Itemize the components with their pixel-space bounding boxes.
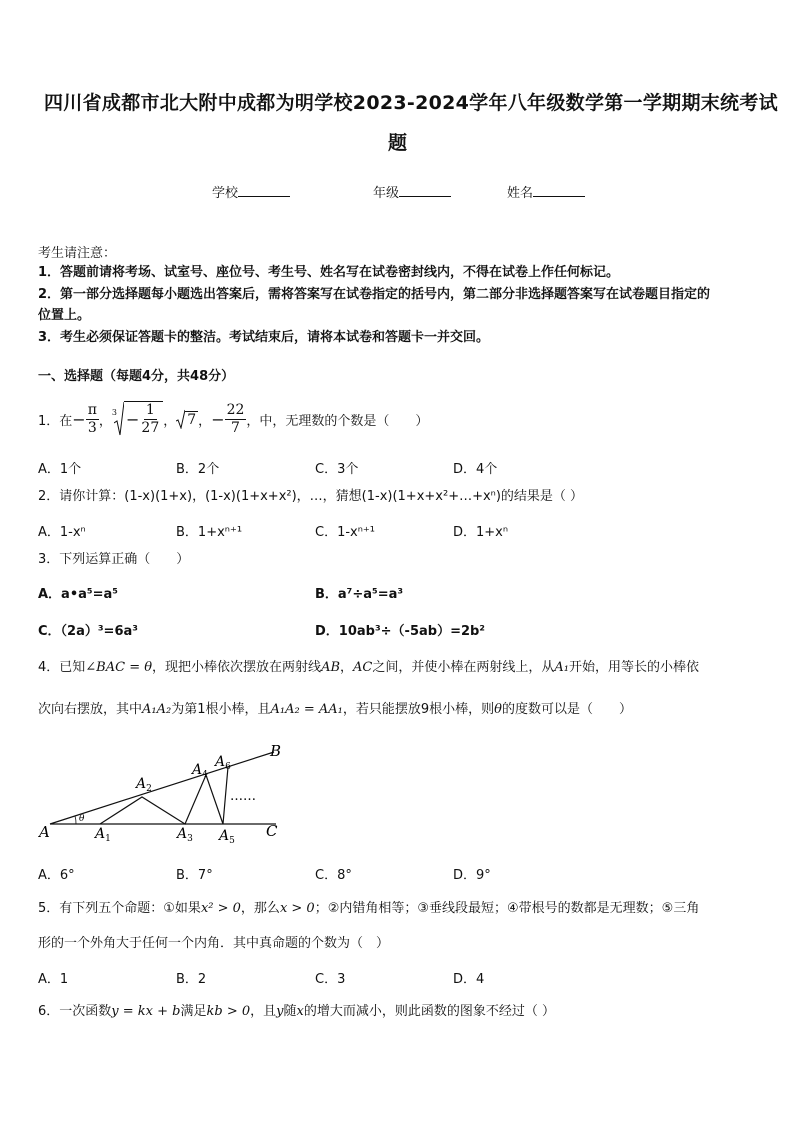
q1-minus-2: − [211,409,225,429]
q1-frac-pi-3: $\frac{\pi}{3}$ [87,401,97,436]
q3-option-d[interactable]: D．10ab³÷（-5ab）=2b² [315,624,486,639]
label-a5: $A_5$ [219,828,235,846]
radical-sign-icon [114,401,124,437]
question-3: 3．下列运算正确（ ） [38,552,190,567]
exam-title-line1: 四川省成都市北大附中成都为明学校2023-2024学年八年级数学第一学期期末统考试 [44,92,778,114]
q1-sqrt-7: 7 [176,409,198,429]
grade-label: 年级 [373,186,400,201]
svg-text:θ: θ [79,814,85,824]
question-5-line2: 形的一个外角大于任何一个内角．其中真命题的个数为（ ） [38,936,390,951]
notice-heading: 考生请注意： [38,246,117,261]
q1-cube-root: 3 − $\frac{1}{27}$ [112,401,163,437]
notice-item-3: 3．考生必须保证答题卡的整洁。考试结束后，请将本试卷和答题卡一并交回。 [38,330,490,345]
notice-item-2b: 位置上。 [38,308,91,323]
q1-option-d[interactable]: D．4个 [453,462,498,477]
q1-option-b[interactable]: B．2个 [176,462,220,477]
question-2: 2．请你计算：(1-x)(1+x)，(1-x)(1+x+x²)，…，猜想(1-x)(1+x+x²+…+xⁿ)的结果是（ ） [38,489,584,504]
school-blank [238,184,290,197]
grade-field [373,182,451,201]
label-a6: $A_6$ [215,754,231,772]
question-5-line1: 5．有下列五个命题：①如果x² > 0，那么x > 0；②内错角相等；③垂线段最短；④带根号的数都是无理数；⑤三角 [38,901,700,916]
q3-option-b[interactable]: B．a⁷÷a⁵=a³ [315,587,404,602]
sqrt-sign-icon [176,409,185,429]
label-a2: $A_2$ [136,776,152,794]
school-field [212,182,290,201]
school-label: 学校 [212,186,239,201]
q4-option-d[interactable]: D．9° [453,868,491,883]
q3-option-c[interactable]: C．（2a）³=6a³ [38,624,138,639]
angle-arc [75,816,76,824]
q5-option-d[interactable]: D．4 [453,972,485,987]
notice-item-1: 1．答题前请将考场、试室号、座位号、考生号、姓名写在试卷密封线内，不得在试卷上作任何标记。 [38,265,620,280]
label-a1: $A_1$ [95,826,111,844]
question-4-line1: 4．已知∠BAC = θ，现把小棒依次摆放在两射线AB，AC之间，并使小棒在两射线上，从A₁开始，用等长的小棒依 [38,660,700,675]
q5-option-c[interactable]: C．3 [315,972,346,987]
q2-option-c[interactable]: C．1-xⁿ⁺¹ [315,525,375,540]
q4-angle-expr: ∠BAC = θ [85,660,153,675]
label-a3: $A_3$ [177,826,193,844]
q1-suffix: ，中，无理数的个数是（ ） [246,413,429,429]
label-a: A [39,823,50,841]
grade-blank [399,184,451,197]
q1-option-c[interactable]: C．3个 [315,462,359,477]
question-1: 1．在 − $\frac{\pi}{3}$ ， 3 − $\frac{1}{27}$ ， 7 ， − $\frac{22}{7}$ ，中，无理数的个数是（ ） [38,401,429,436]
q3-option-a[interactable]: A．a•a⁵=a⁵ [38,587,118,602]
q5-option-b[interactable]: B．2 [176,972,207,987]
q2-option-a[interactable]: A．1-xⁿ [38,525,86,540]
q4-option-a[interactable]: A．6° [38,868,75,883]
q2-option-d[interactable]: D．1+xⁿ [453,525,509,540]
q1-frac-22-7: $\frac{22}{7}$ [226,401,245,436]
q4-option-c[interactable]: C．8° [315,868,352,883]
label-a4: $A_4$ [192,762,208,780]
q1-prefix: 1．在 [38,413,73,429]
q2-option-b[interactable]: B．1+xⁿ⁺¹ [176,525,243,540]
q5-option-a[interactable]: A．1 [38,972,69,987]
name-field [507,182,585,201]
ellipsis-label: …… [230,789,256,804]
label-b: B [270,742,282,760]
question-4-line2: 次向右摆放，其中A₁A₂为第1根小棒，且A₁A₂ = AA₁，若只能摆放9根小棒，则θ的度数可以是（ ） [38,702,632,717]
section-heading: 一、选择题（每题4分，共48分） [38,369,235,384]
q1-option-a[interactable]: A．1个 [38,462,82,477]
name-label: 姓名 [507,186,534,201]
name-blank [533,184,585,197]
label-c: C [266,822,278,840]
sticks-polyline [100,767,228,824]
q4-geometry-figure [38,740,298,848]
q1-minus-1: − [72,409,86,429]
q4-option-b[interactable]: B．7° [176,868,213,883]
notice-item-2a: 2．第一部分选择题每小题选出答案后，需将答案写在试卷指定的括号内，第二部分非选择题答案写在试卷题目指定的 [38,287,711,302]
exam-title-line2: 题 [388,132,408,154]
question-6: 6．一次函数y = kx + b满足kb > 0，且y随x的增大而减小，则此函数的图象不经过（ ） [38,1004,556,1019]
